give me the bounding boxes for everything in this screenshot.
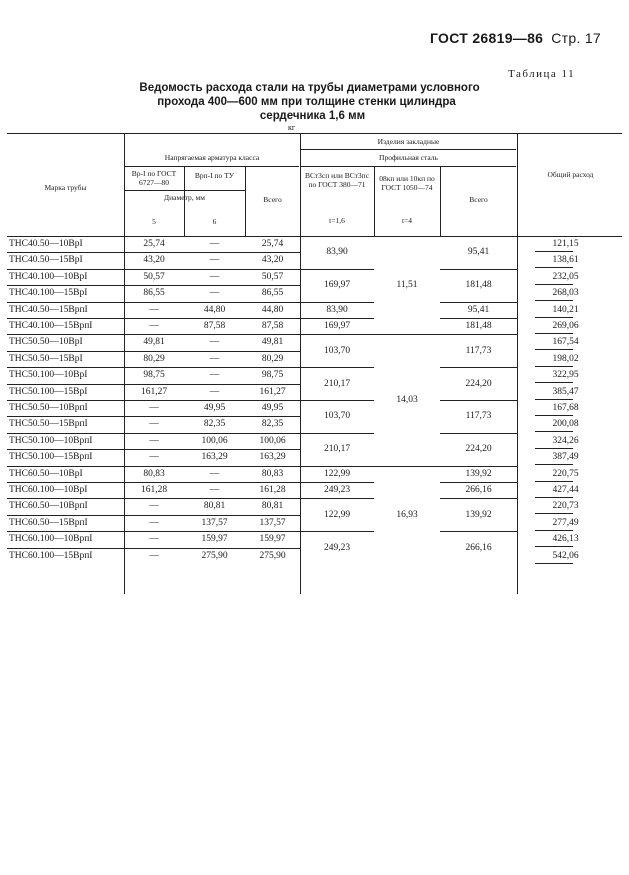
column-header-t16: t=1,6 — [329, 216, 345, 225]
cell-vrp1: 87,58 — [203, 321, 226, 331]
cell-embedded-total-separator — [440, 367, 517, 368]
cell-vr1: — — [149, 435, 159, 446]
table-title-line-2: прохода 400—600 мм при толщине стенки цилиндра — [157, 96, 456, 108]
cell-prestressed-total: 87,58 — [261, 321, 284, 331]
cell-vr1: — — [149, 501, 159, 512]
row-mark: ТНС50.50—10ВрпI — [9, 403, 88, 413]
cell-vrp1: 82,35 — [203, 419, 226, 430]
cell-vst3: 122,99 — [323, 509, 351, 520]
row-separator — [7, 531, 300, 532]
row-mark: ТНС40.50—15ВрпI — [9, 304, 88, 315]
cell-overall: 220,73 — [552, 501, 579, 512]
row-separator — [7, 252, 300, 253]
cell-vst3-separator — [300, 318, 374, 319]
row-mark: ТНС50.50—15ВрI — [9, 353, 83, 364]
cell-vrp1: 163,29 — [201, 452, 228, 463]
cell-overall: 542,06 — [552, 550, 579, 561]
cell-vrp1: — — [209, 288, 220, 299]
cell-vr1: — — [149, 452, 159, 463]
cell-vrp1: — — [209, 468, 220, 479]
row-separator — [7, 351, 300, 352]
overall-underline — [535, 415, 573, 416]
cell-vr1: 43,20 — [143, 255, 165, 266]
overall-underline — [535, 399, 573, 400]
column-header-diameter: Диаметр, мм — [164, 193, 205, 202]
row-separator — [7, 466, 300, 467]
cell-overall: 385,47 — [552, 386, 579, 397]
cell-overall: 427,44 — [552, 485, 579, 495]
column-header-prestressed-total: Всего — [263, 195, 282, 204]
cell-vr1: — — [149, 403, 159, 413]
overall-underline — [535, 530, 573, 531]
cell-vrp1: 49,95 — [203, 403, 226, 413]
cell-prestressed-total: 82,35 — [261, 419, 284, 430]
column-header-vrp1: Врп-I по ТУ — [194, 171, 235, 180]
row-mark: ТНС50.100—15ВрI — [9, 386, 88, 397]
cell-vrp1: 100,06 — [201, 435, 228, 446]
cell-vr1: — — [149, 321, 159, 331]
cell-steel08-separator — [374, 334, 440, 335]
cell-overall: 121,15 — [552, 239, 579, 249]
cell-vrp1: — — [209, 271, 220, 282]
cell-vr1: — — [149, 419, 159, 430]
cell-vst3: 83,90 — [326, 247, 348, 258]
cell-embedded-total-separator — [440, 334, 517, 335]
cell-vst3: 210,17 — [323, 378, 351, 389]
cell-vr1: 25,74 — [143, 239, 165, 249]
cell-vr1: 50,57 — [143, 271, 165, 282]
cell-vr1: — — [149, 534, 159, 545]
row-separator — [7, 548, 300, 549]
cell-embedded-total-separator — [440, 482, 517, 483]
row-mark: ТНС60.100—10ВрпI — [9, 534, 93, 545]
overall-underline — [535, 382, 573, 383]
cell-vr1: — — [149, 304, 159, 315]
cell-prestressed-total: 86,55 — [261, 288, 284, 299]
cell-vrp1: — — [209, 370, 220, 381]
cell-overall: 220,75 — [552, 468, 579, 479]
cell-prestressed-total: 163,29 — [259, 452, 286, 463]
cell-vrp1: — — [209, 353, 220, 364]
cell-overall: 426,13 — [552, 534, 579, 545]
cell-prestressed-total: 50,57 — [261, 271, 284, 282]
cell-embedded-total: 139,92 — [465, 468, 492, 479]
unit-label: кг — [288, 123, 296, 132]
row-separator — [7, 318, 300, 319]
overall-underline — [535, 563, 573, 564]
cell-embedded-total: 224,20 — [465, 444, 492, 455]
cell-vrp1: 44,80 — [203, 304, 226, 315]
cell-prestressed-total: 275,90 — [259, 550, 286, 561]
cell-vr1: 161,28 — [140, 485, 168, 495]
overall-underline — [535, 267, 573, 268]
cell-vr1: — — [149, 550, 159, 561]
cell-vr1: 49,81 — [143, 337, 165, 348]
column-header-vst3: ВСт3сп или ВСт3пс по ГОСТ 380—71 — [304, 171, 370, 189]
cell-prestressed-total: 159,97 — [259, 534, 286, 545]
table-title-line-3: сердечника 1,6 мм — [259, 110, 366, 122]
row-separator — [7, 482, 300, 483]
overall-underline — [535, 464, 573, 465]
row-separator — [7, 515, 300, 516]
cell-embedded-total: 139,92 — [465, 509, 492, 520]
cell-vst3-separator — [300, 302, 374, 303]
cell-prestressed-total: 49,81 — [261, 337, 284, 348]
cell-prestressed-total: 80,83 — [261, 468, 284, 479]
cell-embedded-total-separator — [440, 498, 517, 499]
cell-overall: 140,21 — [552, 304, 579, 315]
overall-underline — [535, 284, 573, 285]
cell-overall: 198,02 — [552, 353, 579, 364]
row-mark: ТНС50.50—15ВрпI — [9, 419, 88, 430]
cell-vrp1: — — [209, 337, 220, 348]
cell-steel08: 11,51 — [396, 280, 418, 291]
cell-vst3-separator — [300, 482, 374, 483]
row-separator — [7, 285, 300, 286]
column-group-prestressed: Напрягаемая арматура класса — [164, 153, 260, 162]
cell-vst3-separator — [300, 531, 374, 532]
overall-underline — [535, 349, 573, 350]
cell-vrp1: 159,97 — [201, 534, 228, 545]
cell-prestressed-total: 49,95 — [261, 403, 284, 413]
row-mark: ТНС60.100—15ВрпI — [9, 550, 93, 561]
column-header-t4: t=4 — [401, 216, 413, 225]
row-mark: ТНС50.100—10ВрпI — [9, 435, 93, 446]
cell-steel08: 16,93 — [396, 509, 418, 520]
cell-overall: 167,68 — [552, 403, 579, 413]
cell-embedded-total: 181,48 — [465, 280, 492, 291]
cell-prestressed-total: 161,27 — [259, 386, 286, 397]
overall-underline — [535, 317, 573, 318]
cell-embedded-total-separator — [440, 302, 517, 303]
column-header-embedded-total: Всего — [469, 195, 488, 204]
row-mark: ТНС50.100—15ВрпI — [9, 452, 93, 463]
cell-vst3: 210,17 — [323, 444, 351, 455]
cell-overall: 324,26 — [552, 435, 579, 446]
cell-overall: 268,03 — [552, 288, 579, 299]
cell-embedded-total: 117,73 — [465, 411, 492, 422]
cell-embedded-total-separator — [440, 318, 517, 319]
cell-vst3-separator — [300, 400, 374, 401]
cell-steel08: 14,03 — [396, 395, 418, 405]
cell-prestressed-total: 137,57 — [259, 517, 286, 528]
row-separator — [7, 269, 300, 270]
cell-prestressed-total: 98,75 — [261, 370, 284, 381]
overall-underline — [535, 546, 573, 547]
cell-vr1: 86,55 — [143, 288, 165, 299]
row-separator — [7, 498, 300, 499]
cell-overall: 232,05 — [552, 271, 579, 282]
cell-embedded-total: 117,73 — [465, 345, 492, 356]
cell-vrp1: — — [209, 239, 220, 249]
cell-vst3: 103,70 — [323, 345, 351, 356]
overall-underline — [535, 497, 573, 498]
cell-embedded-total: 181,48 — [465, 321, 492, 332]
cell-vrp1: 137,57 — [201, 517, 228, 528]
row-separator — [7, 384, 300, 385]
row-separator — [7, 400, 300, 401]
cell-prestressed-total: 43,20 — [261, 255, 284, 266]
row-mark: ТНС50.100—10ВрI — [9, 370, 88, 381]
column-header-overall: Общий расход — [547, 170, 594, 179]
cell-prestressed-total: 80,81 — [261, 501, 284, 512]
row-mark: ТНС40.100—10ВрI — [9, 271, 88, 282]
cell-vr1: — — [149, 517, 159, 528]
row-mark: ТНС40.50—15ВрI — [9, 255, 83, 266]
cell-steel08-separator — [374, 466, 440, 467]
cell-vrp1: — — [209, 386, 220, 397]
cell-vrp1: — — [209, 485, 220, 495]
cell-vst3-separator — [300, 498, 374, 499]
standard-number: ГОСТ 26819—86 — [430, 30, 544, 46]
cell-vrp1: — — [209, 255, 220, 266]
cell-vst3: 249,23 — [323, 485, 351, 496]
cell-embedded-total: 95,41 — [467, 247, 490, 258]
row-separator — [7, 449, 300, 450]
cell-embedded-total-separator — [440, 400, 517, 401]
cell-overall: 138,61 — [552, 255, 579, 266]
column-header-mark: Марка трубы — [44, 183, 87, 192]
cell-embedded-total-separator — [440, 269, 517, 270]
cell-vst3-separator — [300, 334, 374, 335]
cell-overall: 387,49 — [552, 452, 579, 463]
column-subgroup-profile-steel: Профильная сталь — [379, 153, 438, 162]
cell-prestressed-total: 100,06 — [259, 435, 286, 446]
cell-vst3: 122,99 — [323, 468, 351, 479]
overall-underline — [535, 448, 573, 449]
row-mark: ТНС40.100—15ВрI — [9, 288, 88, 299]
row-mark: ТНС60.50—10ВрI — [9, 468, 83, 479]
overall-underline — [535, 333, 573, 334]
cell-vst3-separator — [300, 466, 374, 467]
cell-prestressed-total: 161,28 — [259, 485, 286, 495]
cell-overall: 200,08 — [552, 419, 579, 430]
cell-embedded-total: 266,16 — [465, 485, 492, 496]
row-separator — [7, 416, 300, 417]
cell-vst3: 103,70 — [323, 411, 351, 422]
row-mark: ТНС40.50—10ВрI — [9, 239, 83, 249]
overall-underline — [535, 300, 573, 301]
row-separator — [7, 433, 300, 434]
row-mark: ТНС60.100—10ВрI — [9, 485, 88, 495]
cell-overall: 269,06 — [552, 321, 579, 331]
cell-embedded-total: 266,16 — [465, 542, 492, 553]
cell-vst3: 169,97 — [323, 280, 351, 291]
cell-vst3: 169,97 — [323, 321, 351, 332]
overall-underline — [535, 366, 573, 367]
row-separator — [7, 367, 300, 368]
cell-overall: 277,49 — [552, 517, 579, 528]
row-mark: ТНС40.100—15ВрпI — [9, 321, 93, 331]
cell-embedded-total: 95,41 — [467, 304, 490, 315]
row-mark: ТНС50.50—10ВрI — [9, 337, 83, 348]
cell-vst3: 83,90 — [326, 304, 348, 315]
cell-prestressed-total: 44,80 — [261, 304, 284, 315]
column-header-steel08: 08кп или 10кп по ГОСТ 1050—74 — [379, 174, 435, 192]
overall-underline — [535, 481, 573, 482]
overall-underline — [535, 431, 573, 432]
row-mark: ТНС60.50—15ВрпI — [9, 517, 88, 528]
cell-embedded-total-separator — [440, 433, 517, 434]
row-mark: ТНС60.50—10ВрпI — [9, 501, 88, 512]
page-number: Стр. 17 — [551, 30, 602, 46]
cell-vrp1: 275,90 — [201, 550, 228, 561]
cell-vr1: 80,83 — [143, 468, 165, 479]
cell-overall: 322,95 — [552, 370, 579, 381]
cell-vst3-separator — [300, 367, 374, 368]
overall-underline — [535, 251, 573, 252]
cell-embedded-total-separator — [440, 466, 517, 467]
table-number: Таблица 11 — [508, 68, 576, 80]
cell-vr1: 98,75 — [143, 370, 165, 381]
table-title-line-1: Ведомость расхода стали на трубы диаметрами условного — [139, 82, 480, 94]
overall-underline — [535, 513, 573, 514]
document-header — [430, 30, 601, 46]
row-separator — [7, 334, 300, 335]
cell-vrp1: 80,81 — [203, 501, 226, 512]
cell-vr1: 161,27 — [140, 386, 168, 397]
cell-prestressed-total: 80,29 — [261, 353, 284, 364]
cell-prestressed-total: 25,74 — [261, 239, 284, 249]
cell-vr1: 80,29 — [143, 353, 165, 364]
column-header-d5: 5 — [152, 217, 156, 226]
column-header-vr1: Вр-I по ГОСТ 6727—80 — [131, 169, 177, 187]
cell-vst3-separator — [300, 269, 374, 270]
cell-embedded-total-separator — [440, 531, 517, 532]
cell-embedded-total: 224,20 — [465, 378, 492, 389]
cell-vst3: 249,23 — [323, 542, 351, 553]
row-separator — [7, 302, 300, 303]
cell-overall: 167,54 — [552, 337, 579, 348]
column-header-d6: 6 — [212, 217, 217, 226]
cell-vst3-separator — [300, 433, 374, 434]
column-group-embedded: Изделия закладные — [377, 137, 440, 146]
